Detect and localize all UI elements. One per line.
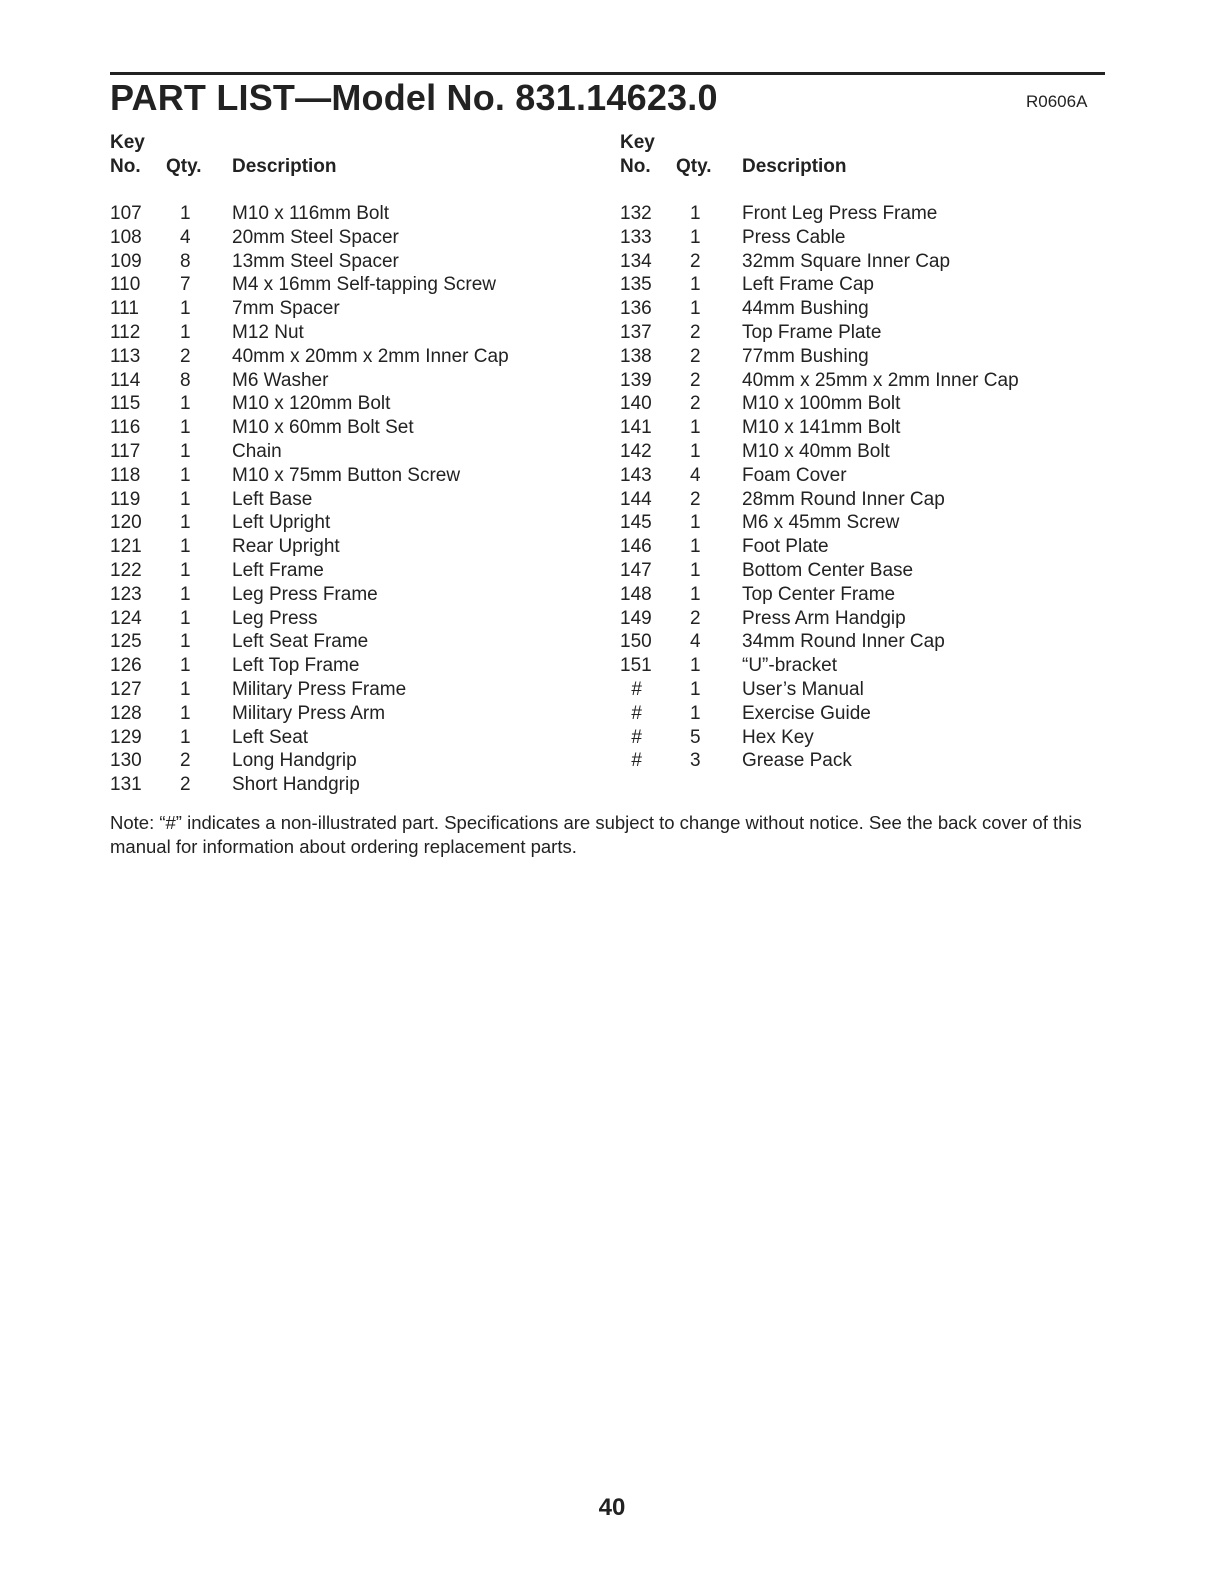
quantity: 1 bbox=[180, 488, 191, 510]
key-number: 151 bbox=[620, 655, 652, 677]
part-description: Left Base bbox=[232, 488, 313, 510]
part-row bbox=[620, 607, 1110, 631]
part-description: Left Seat Frame bbox=[232, 631, 369, 653]
part-description: Top Frame Plate bbox=[742, 321, 882, 343]
part-row bbox=[620, 488, 1110, 512]
part-row bbox=[110, 345, 610, 369]
quantity: 2 bbox=[180, 774, 191, 796]
part-row bbox=[620, 702, 1110, 726]
part-row bbox=[110, 535, 610, 559]
part-row bbox=[620, 202, 1110, 226]
quantity: 1 bbox=[690, 203, 701, 224]
part-row bbox=[620, 726, 1110, 750]
part-description: Foot Plate bbox=[742, 536, 829, 558]
description-header: Description bbox=[232, 156, 337, 177]
quantity: 8 bbox=[180, 369, 191, 391]
part-row bbox=[110, 511, 610, 535]
parts-column-left bbox=[110, 132, 610, 797]
key-number: 134 bbox=[620, 250, 652, 272]
key-number: 143 bbox=[620, 464, 652, 486]
part-row bbox=[620, 392, 1110, 416]
no-header: No. bbox=[110, 156, 141, 177]
quantity: 1 bbox=[180, 298, 191, 320]
key-number: 119 bbox=[110, 488, 141, 510]
part-description: M6 Washer bbox=[232, 369, 329, 391]
part-row bbox=[110, 226, 610, 250]
key-number: 115 bbox=[110, 393, 141, 415]
part-description: 28mm Round Inner Cap bbox=[742, 488, 945, 510]
part-description: M10 x 141mm Bolt bbox=[742, 417, 901, 439]
quantity: 5 bbox=[690, 726, 701, 748]
part-row bbox=[110, 749, 610, 773]
part-description: M4 x 16mm Self-tapping Screw bbox=[232, 274, 496, 296]
quantity: 1 bbox=[690, 226, 701, 248]
part-row bbox=[110, 273, 610, 297]
key-number: 124 bbox=[110, 607, 142, 629]
part-row bbox=[110, 583, 610, 607]
part-description: Top Center Frame bbox=[742, 583, 896, 605]
quantity: 1 bbox=[180, 464, 191, 486]
quantity: 1 bbox=[690, 512, 701, 534]
quantity: 1 bbox=[180, 393, 191, 415]
key-number: 128 bbox=[110, 702, 142, 724]
key-number: 146 bbox=[620, 536, 652, 558]
part-row bbox=[620, 250, 1110, 274]
part-row bbox=[110, 297, 610, 321]
key-number: 148 bbox=[620, 583, 652, 605]
no-header: No. bbox=[620, 156, 651, 177]
part-row bbox=[110, 726, 610, 750]
quantity: 1 bbox=[690, 274, 701, 296]
key-number: 117 bbox=[110, 440, 141, 462]
quantity: 1 bbox=[690, 536, 701, 558]
quantity: 2 bbox=[690, 321, 701, 343]
part-row bbox=[110, 369, 610, 393]
key-number: 142 bbox=[620, 440, 652, 462]
quantity: 1 bbox=[690, 702, 701, 724]
document-code: R0606A bbox=[1026, 92, 1088, 111]
quantity: 1 bbox=[180, 631, 191, 653]
key-number: # bbox=[631, 750, 642, 772]
key-number: 129 bbox=[110, 726, 142, 748]
key-header: Key bbox=[620, 132, 655, 153]
quantity: 8 bbox=[180, 250, 191, 272]
key-number: 108 bbox=[110, 226, 142, 248]
part-description: 40mm x 20mm x 2mm Inner Cap bbox=[232, 345, 509, 367]
qty-header: Qty. bbox=[166, 156, 202, 177]
part-row bbox=[110, 416, 610, 440]
part-row bbox=[110, 607, 610, 631]
part-description: Press Arm Handgip bbox=[742, 607, 906, 629]
part-description: Rear Upright bbox=[232, 536, 340, 558]
key-number: 121 bbox=[110, 536, 142, 558]
description-header: Description bbox=[742, 156, 847, 177]
quantity: 1 bbox=[180, 512, 191, 534]
key-number: 113 bbox=[110, 345, 141, 367]
part-description: Left Frame Cap bbox=[742, 274, 874, 296]
quantity: 2 bbox=[690, 488, 701, 510]
part-description: Leg Press bbox=[232, 607, 318, 629]
part-description: Military Press Frame bbox=[232, 678, 407, 700]
key-number: 127 bbox=[110, 678, 142, 700]
quantity: 1 bbox=[690, 655, 701, 677]
part-row bbox=[620, 559, 1110, 583]
quantity: 2 bbox=[180, 345, 191, 367]
part-row bbox=[620, 630, 1110, 654]
key-number: 118 bbox=[110, 464, 141, 486]
part-description: M10 x 120mm Bolt bbox=[232, 393, 391, 415]
part-description: 40mm x 25mm x 2mm Inner Cap bbox=[742, 369, 1019, 391]
part-row bbox=[110, 250, 610, 274]
quantity: 1 bbox=[690, 678, 701, 700]
key-number: 145 bbox=[620, 512, 652, 534]
quantity: 1 bbox=[180, 417, 191, 439]
part-description: 13mm Steel Spacer bbox=[232, 250, 399, 272]
quantity: 2 bbox=[690, 345, 701, 367]
part-description: M6 x 45mm Screw bbox=[742, 512, 900, 534]
part-row bbox=[620, 273, 1110, 297]
part-description: Left Top Frame bbox=[232, 655, 360, 677]
key-number: 131 bbox=[110, 774, 142, 796]
key-header: Key bbox=[110, 132, 145, 153]
key-number: 109 bbox=[110, 250, 142, 272]
part-row bbox=[110, 630, 610, 654]
part-description: Left Seat bbox=[232, 726, 309, 748]
quantity: 1 bbox=[180, 583, 191, 605]
key-number: # bbox=[631, 726, 642, 748]
key-number: 130 bbox=[110, 750, 142, 772]
quantity: 1 bbox=[690, 559, 701, 581]
part-description: 34mm Round Inner Cap bbox=[742, 631, 945, 653]
key-number: 120 bbox=[110, 512, 142, 534]
part-row bbox=[620, 654, 1110, 678]
part-description: M10 x 40mm Bolt bbox=[742, 440, 890, 462]
column-header bbox=[110, 132, 610, 192]
quantity: 2 bbox=[690, 607, 701, 629]
key-number: 116 bbox=[110, 417, 141, 439]
quantity: 2 bbox=[180, 750, 191, 772]
quantity: 1 bbox=[180, 203, 191, 224]
quantity: 1 bbox=[690, 298, 701, 320]
key-number: 150 bbox=[620, 631, 652, 653]
quantity: 4 bbox=[180, 226, 191, 248]
parts-list-right bbox=[620, 202, 1110, 773]
quantity: 1 bbox=[180, 607, 191, 629]
part-row bbox=[110, 440, 610, 464]
key-number: 144 bbox=[620, 488, 652, 510]
part-description: 77mm Bushing bbox=[742, 345, 869, 367]
parts-list-left bbox=[110, 202, 610, 797]
quantity: 1 bbox=[180, 678, 191, 700]
key-number: 137 bbox=[620, 321, 652, 343]
part-description: Grease Pack bbox=[742, 750, 852, 772]
part-description: M10 x 116mm Bolt bbox=[232, 203, 389, 224]
quantity: 1 bbox=[180, 440, 191, 462]
part-description: Leg Press Frame bbox=[232, 583, 378, 605]
quantity: 1 bbox=[180, 655, 191, 677]
quantity: 4 bbox=[690, 631, 701, 653]
key-number: 114 bbox=[110, 369, 141, 391]
column-header bbox=[620, 132, 1110, 192]
part-row bbox=[110, 702, 610, 726]
part-description: User’s Manual bbox=[742, 678, 864, 700]
part-row bbox=[620, 416, 1110, 440]
key-number: 138 bbox=[620, 345, 652, 367]
part-description: 32mm Square Inner Cap bbox=[742, 250, 951, 272]
key-number: 147 bbox=[620, 559, 652, 581]
part-description: Left Upright bbox=[232, 512, 331, 534]
part-description: 44mm Bushing bbox=[742, 298, 869, 320]
quantity: 3 bbox=[690, 750, 701, 772]
part-row bbox=[620, 583, 1110, 607]
key-number: 133 bbox=[620, 226, 652, 248]
part-row bbox=[110, 654, 610, 678]
part-description: Bottom Center Base bbox=[742, 559, 914, 581]
part-description: Military Press Arm bbox=[232, 702, 386, 724]
quantity: 1 bbox=[690, 583, 701, 605]
key-number: 140 bbox=[620, 393, 652, 415]
quantity: 2 bbox=[690, 393, 701, 415]
part-description: Hex Key bbox=[742, 726, 814, 748]
part-description: Long Handgrip bbox=[232, 750, 357, 772]
part-row bbox=[620, 511, 1110, 535]
key-number: 112 bbox=[110, 321, 141, 343]
qty-header: Qty. bbox=[676, 156, 712, 177]
key-number: 125 bbox=[110, 631, 142, 653]
quantity: 1 bbox=[690, 417, 701, 439]
title-rule bbox=[110, 72, 1105, 75]
part-row bbox=[110, 488, 610, 512]
part-row bbox=[620, 297, 1110, 321]
part-description: Front Leg Press Frame bbox=[742, 203, 938, 224]
footnote: Note: “#” indicates a non-illustrated part. Specifications are subject to change without notice. See the back cover of this manual for information about ordering replacement parts. bbox=[110, 812, 1082, 857]
part-description: Exercise Guide bbox=[742, 702, 871, 724]
key-number: # bbox=[631, 678, 642, 700]
part-row bbox=[110, 678, 610, 702]
key-number: 122 bbox=[110, 559, 142, 581]
quantity: 1 bbox=[690, 440, 701, 462]
part-description: Chain bbox=[232, 440, 282, 462]
quantity: 1 bbox=[180, 536, 191, 558]
key-number: 135 bbox=[620, 274, 652, 296]
part-description: Foam Cover bbox=[742, 464, 847, 486]
part-description: 20mm Steel Spacer bbox=[232, 226, 399, 248]
key-number: 141 bbox=[620, 417, 652, 439]
part-row bbox=[110, 392, 610, 416]
key-number: 123 bbox=[110, 583, 142, 605]
part-description: 7mm Spacer bbox=[232, 298, 340, 320]
part-row bbox=[110, 321, 610, 345]
parts-column-right bbox=[620, 132, 1110, 773]
key-number: 136 bbox=[620, 298, 652, 320]
key-number: 132 bbox=[620, 203, 652, 224]
part-description: M10 x 75mm Button Screw bbox=[232, 464, 461, 486]
part-row bbox=[620, 321, 1110, 345]
key-number: 110 bbox=[110, 274, 141, 296]
quantity: 4 bbox=[690, 464, 701, 486]
quantity: 7 bbox=[180, 274, 191, 296]
part-row bbox=[110, 773, 610, 797]
key-number: 107 bbox=[110, 203, 142, 224]
part-row bbox=[110, 559, 610, 583]
part-description: “U”-bracket bbox=[742, 655, 838, 677]
part-row bbox=[620, 226, 1110, 250]
part-description: Press Cable bbox=[742, 226, 846, 248]
part-row bbox=[620, 345, 1110, 369]
quantity: 1 bbox=[180, 726, 191, 748]
quantity: 1 bbox=[180, 559, 191, 581]
key-number: # bbox=[631, 702, 642, 724]
part-row bbox=[620, 678, 1110, 702]
part-row bbox=[620, 369, 1110, 393]
part-row bbox=[620, 749, 1110, 773]
key-number: 111 bbox=[110, 298, 139, 320]
part-row bbox=[620, 440, 1110, 464]
part-row bbox=[110, 202, 610, 226]
page-number: 40 bbox=[598, 1494, 626, 1521]
part-description: Short Handgrip bbox=[232, 774, 360, 796]
quantity: 1 bbox=[180, 321, 191, 343]
part-row bbox=[620, 535, 1110, 559]
quantity: 2 bbox=[690, 250, 701, 272]
key-number: 126 bbox=[110, 655, 142, 677]
part-row bbox=[110, 464, 610, 488]
quantity: 2 bbox=[690, 369, 701, 391]
part-description: M10 x 60mm Bolt Set bbox=[232, 417, 414, 439]
page-title: PART LIST—Model No. 831.14623.0 bbox=[110, 77, 718, 118]
quantity: 1 bbox=[180, 702, 191, 724]
part-row bbox=[620, 464, 1110, 488]
key-number: 149 bbox=[620, 607, 652, 629]
part-description: M12 Nut bbox=[232, 321, 304, 343]
part-description: Left Frame bbox=[232, 559, 324, 581]
key-number: 139 bbox=[620, 369, 652, 391]
part-description: M10 x 100mm Bolt bbox=[742, 393, 901, 415]
